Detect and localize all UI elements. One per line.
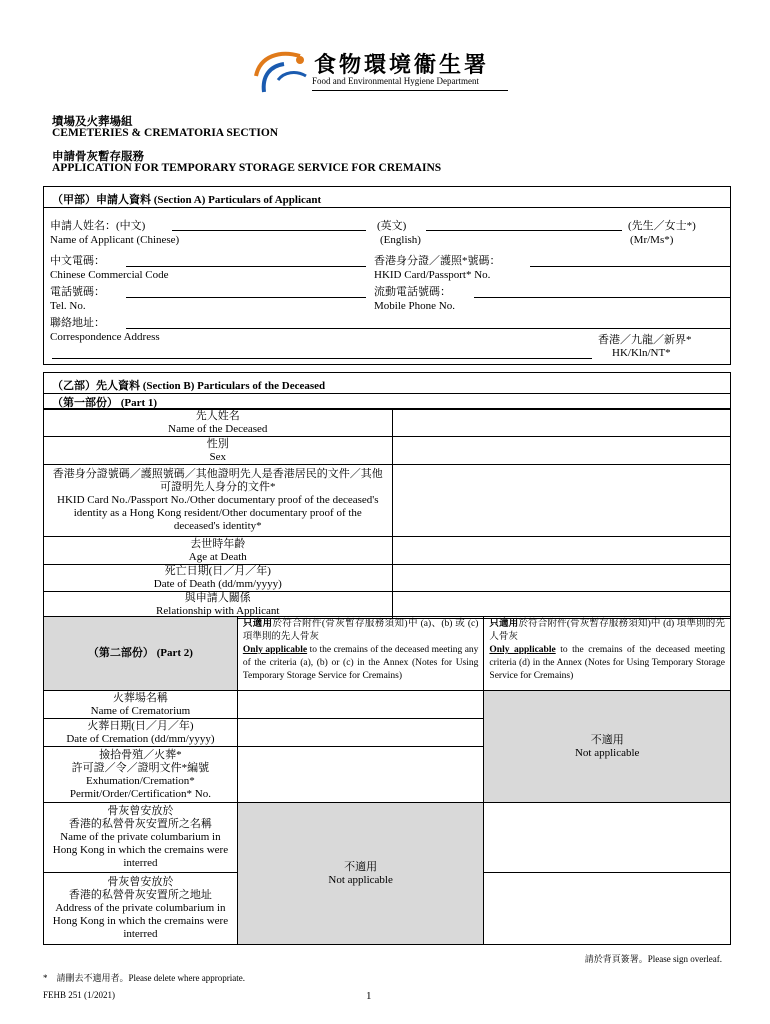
title-label-en: (Mr/Ms*) (630, 234, 674, 246)
applicant-name-en-label: (英文) (377, 220, 407, 232)
logo-english-name: Food and Environmental Hygiene Department (312, 76, 479, 86)
page-number: 1 (366, 990, 372, 1002)
table-row (44, 565, 731, 592)
table-row (44, 691, 731, 719)
row-label: 先人姓名 Name of the Deceased (44, 409, 393, 437)
address-field-line1[interactable] (126, 328, 730, 329)
logo-underline (312, 90, 508, 91)
table-row (44, 465, 731, 537)
mobile-label: 流動電話號碼： (374, 286, 451, 298)
hkid-label-en: HKID Card/Passport* No. (374, 269, 491, 281)
mobile-label-en: Mobile Phone No. (374, 300, 455, 312)
cremation-date-field[interactable] (237, 719, 484, 747)
applicant-name-cn-field[interactable] (172, 230, 366, 231)
table-row (44, 617, 731, 691)
ccc-label-en: Chinese Commercial Code (50, 269, 169, 281)
tel-label: 電話號碼： (50, 286, 105, 298)
district-label: 香港／九龍／新界* (598, 334, 692, 346)
mobile-field[interactable] (474, 297, 730, 298)
sex-field[interactable] (392, 437, 730, 465)
row-label: 死亡日期(日／月／年) Date of Death (dd/mm/yyyy) (44, 565, 393, 592)
criteria-abc-header: 只適用於符合附件(骨灰暫存服務須知)中 (a)、(b) 或 (c) 項準則的先人骨灰 Only applicable to the cremains of the deceased meeting any of the criteria (a), (b) or (c) in the Annex (Notes for Using Temporary Storage Service for Cremains) (237, 617, 484, 691)
form-title-cn: 申請骨灰暫存服務 (52, 151, 144, 163)
row-label: 撿拾骨殖／火葬* 許可證／令／證明文件*編號 Exhumation/Cremation* Permit/Order/Certification* No. (44, 747, 238, 803)
section-name-cn: 墳場及火葬場組 (52, 116, 133, 128)
row-label: 性別 Sex (44, 437, 393, 465)
ccc-field[interactable] (126, 266, 366, 267)
row-label: 火葬場名稱 Name of Crematorium (44, 691, 238, 719)
ccc-label: 中文電碼： (50, 255, 105, 267)
cremation-details-table (43, 616, 731, 945)
logo-chinese-name: 食物環境衞生署 (314, 52, 490, 77)
crematorium-name-field[interactable] (237, 691, 484, 719)
form-number: FEHB 251 (1/2021) (43, 990, 115, 1000)
section-b-part1-title: （第一部份） (Part 1) (43, 392, 731, 410)
table-row (44, 409, 731, 437)
address-label: 聯絡地址： (50, 317, 105, 329)
address-field-line2[interactable] (52, 358, 592, 359)
deceased-particulars-table (43, 408, 731, 619)
columbarium-address-field[interactable] (484, 873, 731, 945)
district-label-en: HK/Kln/NT* (612, 347, 671, 359)
permit-number-field[interactable] (237, 747, 484, 803)
title-label: (先生／女士*) (628, 220, 696, 232)
table-row (44, 437, 731, 465)
not-applicable-cell-abc: 不適用 Not applicable (237, 803, 484, 945)
section-a-title: （甲部）申請人資料 (Section A) Particulars of Applicant (43, 186, 731, 208)
relationship-field[interactable] (392, 592, 730, 619)
deceased-name-field[interactable] (392, 409, 730, 437)
part2-title: （第二部份） (Part 2) (44, 617, 238, 691)
address-label-en: Correspondence Address (50, 331, 160, 343)
table-row (44, 592, 731, 619)
applicant-name-en-field[interactable] (426, 230, 622, 231)
columbarium-name-field[interactable] (484, 803, 731, 873)
fehd-emblem-icon (250, 46, 312, 98)
hkid-label: 香港身分證／護照*號碼： (374, 255, 501, 267)
identity-document-field[interactable] (392, 465, 730, 537)
section-name-en: CEMETERIES & CREMATORIA SECTION (52, 127, 279, 139)
sign-overleaf-note: 請於背頁簽署。Please sign overleaf. (584, 954, 722, 964)
row-label: 骨灰曾安放於 香港的私營骨灰安置所之名稱 Name of the private columbarium in Hong Kong in which the cremains were interred (44, 803, 238, 873)
delete-note: * 請刪去不適用者。Please delete where appropriate. (43, 973, 245, 983)
row-label: 去世時年齡 Age at Death (44, 537, 393, 565)
tel-field[interactable] (126, 297, 366, 298)
row-label: 與申請人關係 Relationship with Applicant (44, 592, 393, 619)
row-label: 火葬日期(日／月／年) Date of Cremation (dd/mm/yyyy) (44, 719, 238, 747)
row-label: 骨灰曾安放於 香港的私營骨灰安置所之地址 Address of the private columbarium in Hong Kong in which the cremains were interred (44, 873, 238, 945)
applicant-name-en-label-en: (English) (380, 234, 421, 246)
not-applicable-cell-d: 不適用 Not applicable (484, 691, 731, 803)
fehd-logo (250, 44, 510, 100)
section-b-title: （乙部）先人資料 (Section B) Particulars of the Deceased (43, 372, 731, 394)
table-row (44, 803, 731, 873)
date-of-death-field[interactable] (392, 565, 730, 592)
tel-label-en: Tel. No. (50, 300, 86, 312)
table-row (44, 537, 731, 565)
applicant-name-cn-label-en: Name of Applicant (Chinese) (50, 234, 180, 246)
age-at-death-field[interactable] (392, 537, 730, 565)
row-label: 香港身分證號碼／護照號碼／其他證明先人是香港居民的文件／其他可證明先人身分的文件* HKID Card No./Passport No./Other documentary proof of the deceased's identity as a Hong Kong resident/Other documentary proof of the deceased's identity* (44, 465, 393, 537)
hkid-field[interactable] (530, 266, 730, 267)
criteria-d-header: 只適用於符合附件(骨灰暫存服務須知)中 (d) 項準則的先人骨灰 Only applicable to the cremains of the deceased meeting criteria (d) in the Annex (Notes for Using Temporary Storage Service for Cremains) (484, 617, 731, 691)
applicant-name-cn-label: 申請人姓名：(中文) (50, 220, 146, 232)
form-title-en: APPLICATION FOR TEMPORARY STORAGE SERVICE FOR CREMAINS (52, 162, 442, 174)
